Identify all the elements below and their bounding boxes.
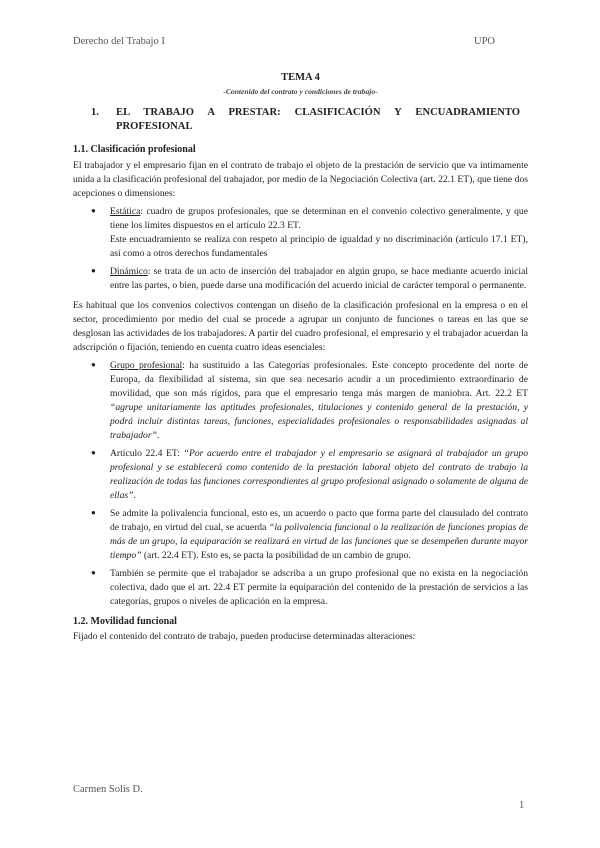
quote: “agrupe unitariamente las aptitudes profesionales, titulaciones y contenido general de la prestación, y podrá incluir distintas tareas, funciones, especialidades profesionales o responsabilidades asignadas al trabajador” <box>110 401 528 441</box>
list-item <box>73 567 528 609</box>
page-subtitle: -Contenido del contrato y condiciones de trabajo- <box>223 87 378 97</box>
term: Grupo profesional <box>110 359 183 371</box>
item-text: : se trata de un acto de inserción del trabajador en algún grupo, se hace mediante acuerdo inicial entre las partes, o bien, puede darse una modificación del acuerdo inicial de carácter temporal o permanente. <box>110 265 528 291</box>
list-item <box>73 447 528 503</box>
section-title: EL TRABAJO A PRESTAR: CLASIFICACIÓN Y ENCUADRAMIENTO PROFESIONAL <box>116 107 520 133</box>
paragraph: Fijado el contenido del contrato de trabajo, pueden producirse determinadas alteraciones: <box>73 631 416 643</box>
item-text: : ha sustituido a las Categorías profesionales. Este concepto procedente del norte de Europa, da flexibilidad al sistema, sin que sea necesario acudir a un procedimiento extraordinario de movilidad, que son más rígidos, para que el empresario tenga más margen de maniobra. Art. 22.2 ET <box>110 359 528 399</box>
item-text: : cuadro de grupos profesionales, que se determinan en el convenio colectivo generalmente, y que tiene los límites dispuestos en el artículo 22.3 ET. <box>110 205 528 231</box>
paragraph: El trabajador y el empresario fijan en el contrato de trabajo el objeto de la prestación de servicio que va íntimamente unida a la clasificación profesional del trabajador, por medio de la Negociación Colectiva (art. 22.1 ET), que tiene dos acepciones o dimensiones: <box>73 159 528 199</box>
subsection-heading: 1.1. Clasificación profesional <box>73 143 196 155</box>
list-item <box>73 507 528 563</box>
bullet-icon: ● <box>91 507 96 517</box>
item-text: . <box>156 429 160 441</box>
header-left: Derecho del Trabajo I <box>73 36 165 47</box>
item-text: Se admite la polivalencia funcional, esto es, un acuerdo o pacto que forma parte del clausulado del contrato de trabajo, en virtud del cual, se acuerda <box>110 507 528 533</box>
paragraph: Es habitual que los convenios colectivos contengan un diseño de la clasificación profesional en la empresa o en el sector, procedimiento por medio del cual se procede a agrupar un conjunto de funciones o tareas en las que se desglosan las actividades de los trabajadores. A partir del cuadro profesional, el empresario y el trabajador acuerdan la adscripción o fijación, teniendo en cuenta cuatro ideas esenciales: <box>73 299 528 353</box>
item-text: Artículo 22.4 ET: <box>110 447 184 459</box>
page-number: 1 <box>519 800 525 811</box>
dimension-list <box>73 205 528 293</box>
item-text: . <box>133 489 136 501</box>
quote: “Por acuerdo entre el trabajador y el empresario se asignará al trabajador un grupo profesional y se establecerá como contenido de la prestación laboral objeto del contrato de trabajo la realización de todas las funciones correspondientes al grupo profesional asignado o solamente de alguna de ellas” <box>110 447 528 501</box>
page-title: TEMA 4 <box>281 72 320 83</box>
bullet-icon: ● <box>91 359 96 369</box>
ideas-list <box>73 359 528 609</box>
subsection-heading: 1.2. Movilidad funcional <box>73 615 177 627</box>
header-right: UPO <box>474 36 496 47</box>
bullet-icon: ● <box>91 447 96 457</box>
quote: “la polivalencia funcional o la realización de funciones propias de más de un grupo, la equiparación se realizará en virtud de las funciones que se desempeñen durante mayor tiempo” <box>110 521 528 561</box>
section-heading <box>73 106 528 134</box>
bullet-icon: ● <box>91 567 96 577</box>
term: Dinámico <box>110 265 148 277</box>
item-text: También se permite que el trabajador se adscriba a un grupo profesional que no exista en la negociación colectiva, dado que el art. 22.4 ET permite la equiparación del contenido de la prestación de servicios a las categorías, grupos o niveles de aplicación en la empresa. <box>110 567 528 607</box>
document-body <box>73 70 528 644</box>
list-item <box>73 359 528 443</box>
list-item <box>73 265 528 293</box>
footer-author: Carmen Solís D. <box>73 784 143 795</box>
bullet-icon: ● <box>91 265 96 275</box>
item-text: (art. 22.4 ET). Esto es, se pacta la posibilidad de un cambio de grupo. <box>141 549 411 561</box>
item-text-continued: Este encuadramiento se realiza con respeto al principio de igualdad y no discriminación (artículo 17.1 ET), así como a otros derechos fundamentales <box>110 233 528 259</box>
section-number: 1. <box>91 107 99 119</box>
list-item <box>73 205 528 261</box>
bullet-icon: ● <box>91 205 96 215</box>
term: Estática <box>110 205 141 217</box>
